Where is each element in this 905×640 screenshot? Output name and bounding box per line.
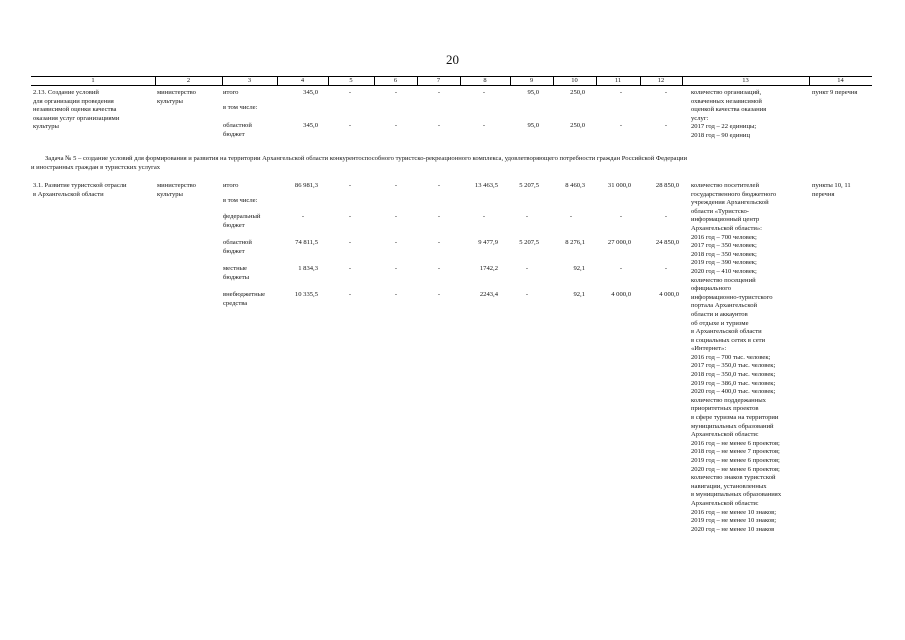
value-cell: - — [437, 239, 441, 246]
value-cell: 28 850,0 — [655, 182, 679, 189]
value-cell: - — [394, 89, 398, 96]
result-line: количество поддержанных — [691, 396, 766, 404]
result-line: 2018 год – 90 единиц — [691, 131, 750, 139]
result-line: информационный центр — [691, 216, 760, 224]
result-line: оценкой качества оказания — [691, 106, 767, 114]
result-line: 2019 год – не менее 10 знаков; — [691, 517, 777, 525]
reference-note: пункт 9 перечня — [812, 89, 858, 96]
result-line: 2020 год – не менее 10 знаков — [691, 525, 775, 533]
row-name-line: независимой оценки качества — [33, 106, 117, 114]
result-line: 2019 год – не менее 6 проектов; — [691, 457, 780, 464]
value-cell: - — [482, 122, 486, 129]
funding-label: итого — [223, 89, 239, 96]
value-cell: - — [619, 89, 623, 96]
header-cell: 2 — [186, 77, 191, 84]
header-cell: 5 — [349, 77, 353, 84]
header-cell: 10 — [571, 77, 578, 84]
result-line: об отдыхе и туризме — [691, 319, 749, 327]
header-cell: 11 — [614, 77, 622, 84]
value-cell: 10 335,5 — [294, 291, 318, 298]
value-cell: 1 834,3 — [298, 265, 318, 272]
value-cell: - — [569, 213, 573, 220]
value-cell: - — [437, 122, 441, 129]
funding-label: федеральный — [223, 213, 261, 220]
result-line: навигации, установленных — [691, 482, 767, 490]
funding-label: внебюджетные — [223, 291, 266, 298]
result-line: государственного бюджетного — [691, 190, 777, 198]
value-cell: 345,0 — [303, 122, 318, 129]
result-line: 2018 год – не менее 7 проектов; — [691, 448, 780, 456]
header-cell: 8 — [483, 77, 487, 84]
funding-label: областной — [223, 122, 252, 129]
value-cell: 86 981,3 — [294, 182, 318, 189]
value-cell: - — [525, 291, 529, 298]
result-line: области и аккаунтов — [691, 310, 748, 318]
result-line: 2017 год – 350 человек; — [691, 242, 757, 250]
funding-label: в том числе: — [223, 197, 258, 204]
result-line: 2018 год – 350,0 тыс. человек; — [691, 371, 776, 379]
funding-label: бюджет — [223, 247, 245, 255]
funding-label: средства — [223, 299, 248, 307]
value-cell: 5 207,5 — [519, 239, 539, 246]
value-cell: 95,0 — [527, 89, 539, 96]
task-line: и иностранных граждан в туристских услугах — [31, 163, 161, 171]
funding-label: областной — [223, 239, 252, 246]
reference-note: перечня — [812, 190, 835, 198]
result-line: охваченных независимой — [691, 97, 762, 105]
value-cell: - — [482, 213, 486, 220]
row-name-line: культуры — [33, 123, 59, 131]
header-cell: 6 — [393, 77, 398, 84]
value-cell: - — [664, 89, 668, 96]
value-cell: - — [437, 213, 441, 220]
result-line: 2018 год – 350 человек; — [691, 250, 757, 258]
value-cell: 9 477,9 — [478, 239, 498, 246]
executor-line: культуры — [157, 97, 183, 105]
result-line: 2016 год – не менее 10 знаков; — [691, 508, 777, 516]
value-cell: 95,0 — [527, 122, 539, 129]
reference-note: пункты 10, 11 — [812, 182, 851, 189]
value-cell: - — [525, 213, 529, 220]
value-cell: - — [664, 265, 668, 272]
header-cell: 4 — [300, 77, 305, 84]
value-cell: - — [348, 239, 352, 246]
value-cell: 31 000,0 — [607, 182, 631, 189]
value-cell: 250,0 — [570, 89, 585, 96]
value-cell: 74 811,5 — [295, 239, 318, 246]
result-line: количество посетителей — [691, 182, 760, 189]
value-cell: - — [348, 213, 352, 220]
result-indicator — [691, 89, 809, 141]
result-line: 2020 год – не менее 6 проектов; — [691, 465, 780, 473]
value-cell: - — [394, 213, 398, 220]
value-cell: - — [437, 182, 441, 189]
result-line: 2020 год – 410 человек; — [691, 267, 757, 275]
result-line: информационно-туристского — [691, 293, 773, 301]
value-cell: - — [394, 265, 398, 272]
value-cell: - — [437, 265, 441, 272]
executor-line: культуры — [157, 190, 183, 198]
value-cell: - — [394, 239, 398, 246]
value-cell: - — [664, 213, 668, 220]
value-cell: 5 207,5 — [519, 182, 539, 189]
header-cell: 9 — [529, 77, 534, 84]
executor-line: министерство — [157, 89, 196, 96]
funding-label: в том числе: — [223, 104, 258, 111]
result-line: в сфере туризма на территории — [691, 414, 779, 422]
header-cell: 7 — [436, 77, 441, 84]
task-line: Задача № 5 – создание условий для формирования и развития на территории Архангельской области конкурентоспособного туристско-рекреационного комплекса, удовлетворяющего потребности граждан Российской Федерации — [45, 155, 688, 162]
row-name-line: 3.1. Развитие туристской отрасли — [33, 182, 127, 189]
result-line: в социальных сетях в сети — [691, 336, 766, 344]
value-cell: 1742,2 — [479, 265, 498, 272]
value-cell: - — [482, 89, 486, 96]
result-line: в муниципальных образованиях — [691, 491, 782, 499]
value-cell: - — [348, 291, 352, 298]
value-cell: 24 850,0 — [655, 239, 679, 246]
result-line: 2016 год – не менее 6 проектов; — [691, 439, 780, 447]
result-indicator — [691, 182, 809, 534]
value-cell: - — [437, 89, 441, 96]
value-cell: 92,1 — [573, 265, 585, 272]
result-line: области «Туристско- — [691, 207, 749, 215]
value-cell: 13 463,5 — [474, 182, 498, 189]
value-cell: 27 000,0 — [607, 239, 631, 246]
value-cell: 2243,4 — [479, 291, 498, 298]
result-line: услуг: — [691, 114, 709, 122]
header-cell: 3 — [247, 77, 252, 84]
row-name-line: для организации проведения — [33, 97, 114, 105]
funding-label: итого — [223, 182, 239, 189]
result-line: количество знаков туристской — [691, 474, 776, 482]
page-number: 20 — [446, 52, 459, 67]
result-line: количество организаций, — [691, 89, 762, 96]
result-line: 2020 год – 400,0 тыс. человек; — [691, 388, 776, 396]
value-cell: - — [348, 265, 352, 272]
row-name-line: 2.13. Создание условий — [33, 89, 99, 96]
funding-label: местные — [223, 265, 247, 272]
result-line: Архангельской области: — [691, 431, 759, 439]
result-line: официального — [691, 285, 732, 293]
header-cell: 1 — [91, 77, 95, 84]
value-cell: - — [348, 89, 352, 96]
value-cell: 250,0 — [570, 122, 585, 129]
result-line: 2016 год – 700 тыс. человек; — [691, 353, 771, 361]
value-cell: - — [394, 291, 398, 298]
funding-label: бюджет — [223, 130, 245, 138]
funding-label: бюджеты — [223, 273, 250, 281]
result-line: Архангельской области: — [691, 499, 759, 507]
value-cell: - — [525, 265, 529, 272]
result-line: 2017 год – 22 единицы; — [691, 123, 757, 131]
result-line: «Интернет»: — [691, 345, 727, 353]
value-cell: - — [394, 182, 398, 189]
header-cell: 12 — [657, 77, 665, 84]
value-cell: 8 460,3 — [565, 182, 585, 189]
value-cell: - — [619, 265, 623, 272]
result-line: муниципальных образований — [691, 422, 774, 430]
value-cell: 345,0 — [303, 89, 318, 96]
row-name-line: в Архангельской области — [33, 190, 104, 198]
result-line: в Архангельской области — [691, 328, 762, 336]
result-line: портала Архангельской — [691, 302, 758, 310]
value-cell: - — [348, 182, 352, 189]
header-cell: 14 — [837, 77, 844, 84]
value-cell: - — [301, 213, 305, 220]
value-cell: 92,1 — [573, 291, 585, 298]
result-line: 2019 год – 390 человек; — [691, 259, 757, 267]
value-cell: - — [619, 213, 623, 220]
task-heading — [31, 155, 872, 172]
value-cell: 4 000,0 — [611, 291, 631, 298]
row-name-line: оказания услуг организациями — [33, 114, 120, 122]
result-line: 2017 год – 350,0 тыс. человек; — [691, 362, 776, 370]
value-cell: - — [437, 291, 441, 298]
header-cell: 13 — [742, 77, 749, 84]
table-header-row — [31, 76, 872, 86]
result-line: количество посещений — [691, 276, 756, 284]
result-line: приоритетных проектов — [691, 405, 759, 413]
value-cell: - — [394, 122, 398, 129]
result-line: Архангельской области»: — [691, 224, 763, 232]
value-cell: 4 000,0 — [659, 291, 679, 298]
funding-label: бюджет — [223, 221, 245, 229]
value-cell: 8 276,1 — [565, 239, 585, 246]
result-line: 2016 год – 700 человек; — [691, 233, 757, 241]
executor-line: министерство — [157, 182, 196, 189]
value-cell: - — [619, 122, 623, 129]
value-cell: - — [664, 122, 668, 129]
result-line: 2019 год – 386,0 тыс. человек; — [691, 379, 776, 387]
result-line: учреждения Архангельской — [691, 199, 769, 207]
value-cell: - — [348, 122, 352, 129]
